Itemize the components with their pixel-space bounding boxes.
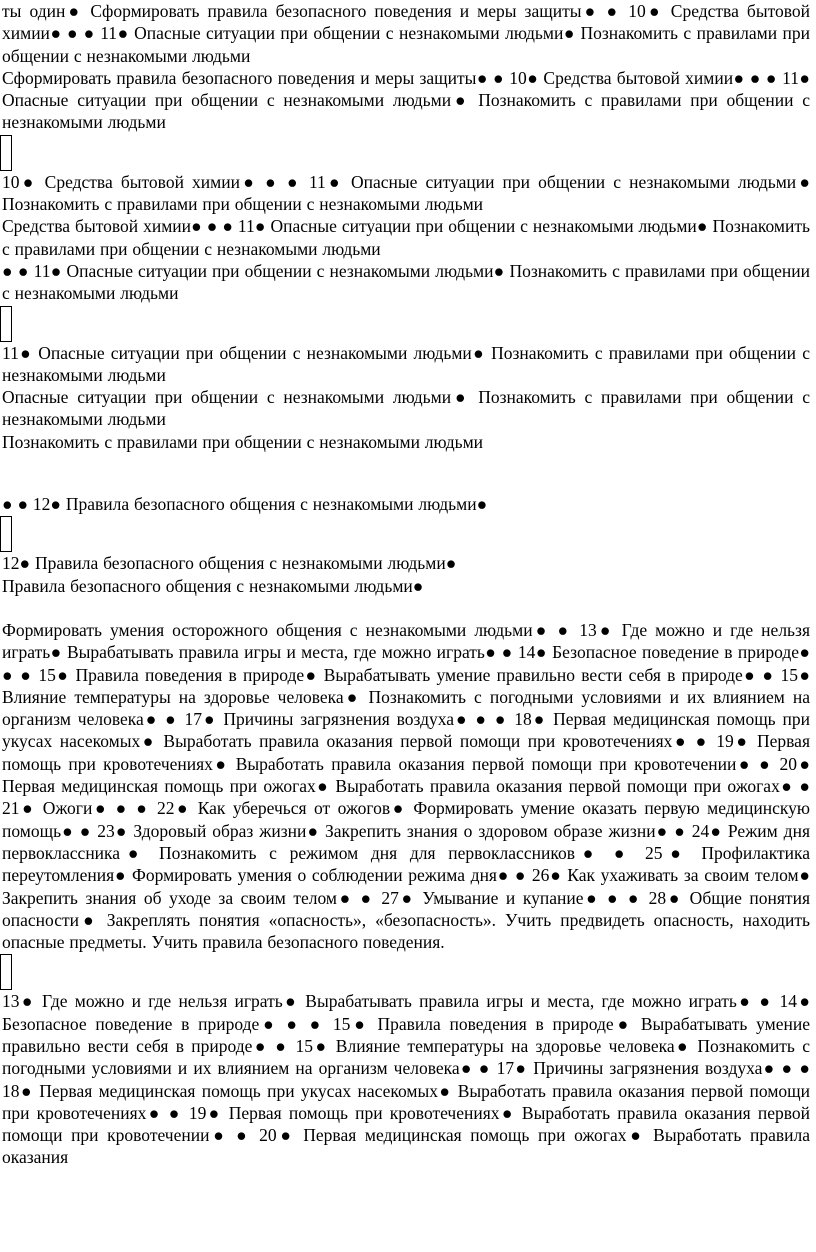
text-block: Формировать умения осторожного общения с незнакомыми людьми● ● 13● Где можно и где нельзя играть● Вырабатывать правила игры и места, где можно играть● ● 14● Безопасное поведение в природе● ● ● 15● Правила поведения в природе● Вырабатывать умение правильно вести себя в природе● ● 15● Влияние температуры на здоровье человека● Познакомить с погодными условиями и их влиянием на организм человека● ● 17● Причины загрязнения воздуха● ● ● 18● Первая медицинская помощь при укусах насекомых● Выработать правила оказания первой помощи при кровотечениях● ● 19● Первая помощь при кровотечениях● Выработать правила оказания первой помощи при кровотечении● ● 20● Первая медицинская помощь при ожогах● Выработать правила оказания первой помощи при ожогах● ● 21● Ожоги● ● ● 22● Как уберечься от ожогов● Формировать умение оказать первую медицинскую помощь● ● 23● Здоровый образ жизни● Закрепить знания о здоровом образе жизни● ● 24● Режим дня первоклассника● Познакомить с режимом дня для первоклассников● ● 25● Профилактика переутомления● Формировать умения о соблюдении режима дня● ● 26● Как ухаживать за своим телом● Закрепить знания об уходе за своим телом● ● 27● Умывание и купание● ● ● 28● Общие понятия опасности● Закреплять понятия «опасность», «безопасность». Учить предвидеть опасность, находить опасные предметы. Учить правила безопасного поведения. — [2, 619, 810, 953]
text-block: ● ● 11● Опасные ситуации при общении с незнакомыми людьми● Познакомить с правилами при общении с незнакомыми людьми — [2, 260, 810, 304]
text-block: Сформировать правила безопасного поведения и меры защиты● ● 10● Средства бытовой химии● ● ● 11● Опасные ситуации при общении с незнакомыми людьми● Познакомить с правилами при общении с незнакомыми людьми — [2, 67, 810, 133]
checkbox-frame — [0, 135, 12, 171]
text-block: ты один● Сформировать правила безопасного поведения и меры защиты● ● 10● Средства бытовой химии● ● ● 11● Опасные ситуации при общении с незнакомыми людьми● Познакомить с правилами при общении с незнакомыми людьми — [2, 1, 810, 66]
text-block: ● ● 12● Правила безопасного общения с незнакомыми людьми● — [2, 494, 488, 515]
checkbox-frame — [0, 954, 12, 990]
text-block: 12● Правила безопасного общения с незнакомыми людьми● — [2, 553, 457, 574]
text-block: Опасные ситуации при общении с незнакомыми людьми● Познакомить с правилами при общении с незнакомыми людьми — [2, 387, 810, 430]
text-block: Правила безопасного общения с незнакомыми людьми● — [2, 575, 424, 596]
text-block: Познакомить с правилами при общении с незнакомыми людьми — [2, 431, 484, 452]
checkbox-frame — [0, 516, 12, 552]
text-block: 10● Средства бытовой химии● ● ● 11● Опасные ситуации при общении с незнакомыми людьми● Познакомить с правилами при общении с незнакомыми людьми — [2, 171, 810, 215]
text-block: Средства бытовой химии● ● ● 11● Опасные ситуации при общении с незнакомыми людьми● Познакомить с правилами при общении с незнакомыми людьми — [2, 216, 810, 259]
spacer — [0, 453, 816, 493]
spacer — [0, 597, 816, 619]
text-block: 11● Опасные ситуации при общении с незнакомыми людьми● Познакомить с правилами при общении с незнакомыми людьми — [2, 342, 810, 385]
checkbox-frame — [0, 306, 12, 342]
text-block: 13● Где можно и где нельзя играть● Вырабатывать правила игры и места, где можно играть● ● 14● Безопасное поведение в природе● ● ● 15● Правила поведения в природе● Вырабатывать умение правильно вести себя в природе● ● 15● Влияние температуры на здоровье человека● Познакомить с погодными условиями и их влиянием на организм человека● ● 17● Причины загрязнения воздуха● ● ● 18● Первая медицинская помощь при укусах насекомых● Выработать правила оказания первой помощи при кровотечениях● ● 19● Первая помощь при кровотечениях● Выработать правила оказания первой помощи при кровотечении● ● 20● Первая медицинская помощь при ожогах● Выработать правила оказания — [2, 991, 810, 1168]
